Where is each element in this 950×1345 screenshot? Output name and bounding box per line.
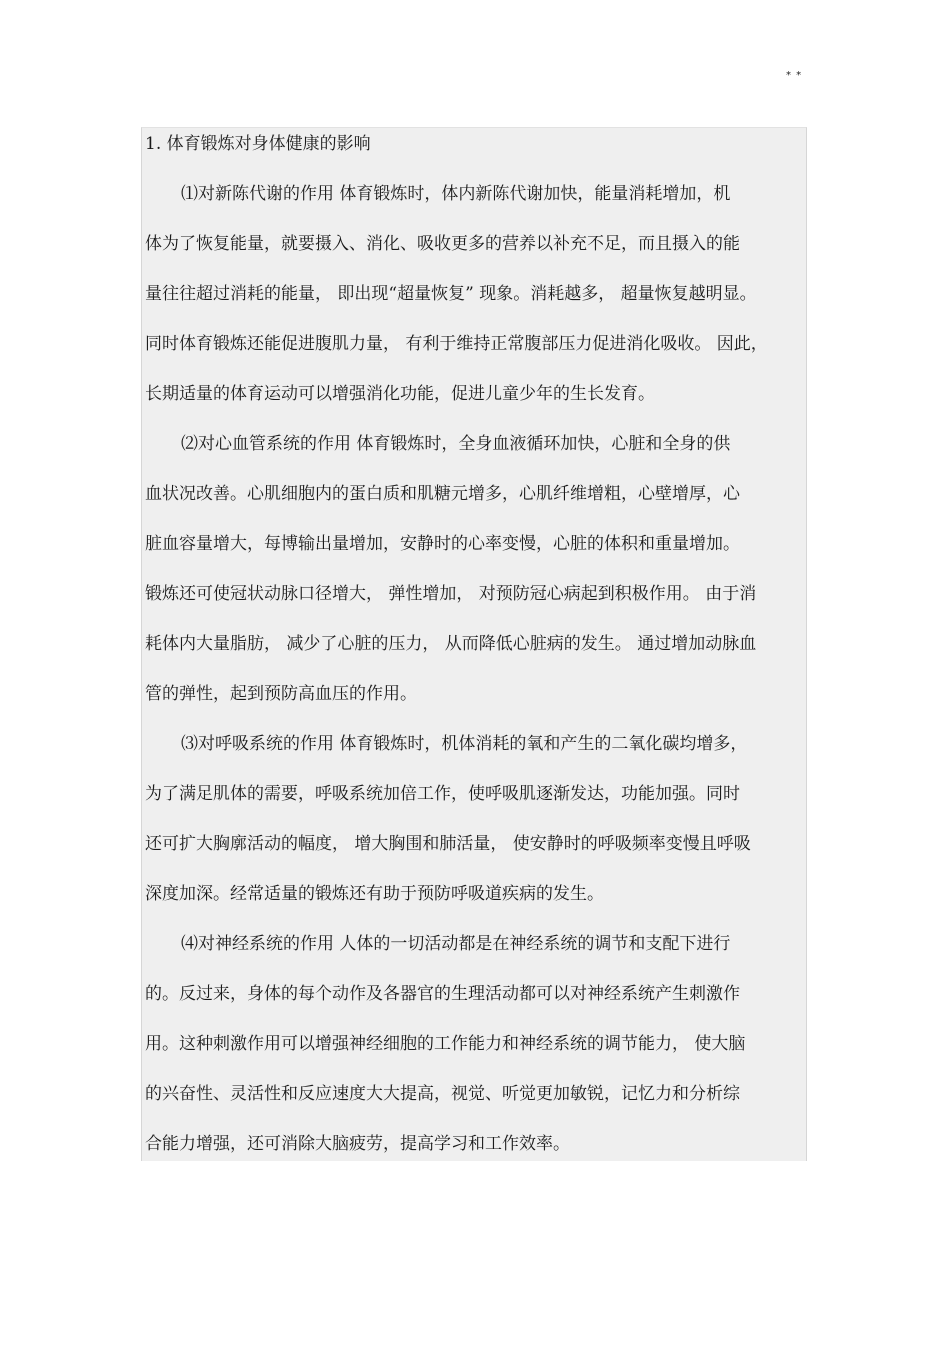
- paragraph-respiratory-line-1: ⑶对呼吸系统的作用 体育锻炼时，机体消耗的氧和产生的二氧化碳均增多，: [181, 734, 748, 754]
- paragraph-cardiovascular-line-6: 管的弹性，起到预防高血压的作用。: [145, 684, 417, 704]
- paragraph-metabolism-line-5: 长期适量的体育运动可以增强消化功能，促进儿童少年的生长发育。: [145, 384, 655, 404]
- paragraph-cardiovascular-line-1: ⑵对心血管系统的作用 体育锻炼时，全身血液循环加快，心脏和全身的供: [181, 434, 731, 454]
- paragraph-respiratory-line-4: 深度加深。经常适量的锻炼还有助于预防呼吸道疾病的发生。: [145, 884, 604, 904]
- paragraph-nervous-line-2: 的。反过来，身体的每个动作及各器官的生理活动都可以对神经系统产生刺激作: [145, 984, 740, 1004]
- paragraph-metabolism-line-4: 同时体育锻炼还能促进腹肌力量， 有利于维持正常腹部压力促进消化吸收。 因此，: [145, 334, 768, 354]
- paragraph-nervous-line-5: 合能力增强，还可消除大脑疲劳，提高学习和工作效率。: [145, 1134, 570, 1154]
- paragraph-nervous-line-1: ⑷对神经系统的作用 人体的一切活动都是在神经系统的调节和支配下进行: [181, 934, 731, 954]
- paragraph-cardiovascular-line-5: 耗体内大量脂肪， 减少了心脏的压力， 从而降低心脏病的发生。 通过增加动脉血: [145, 634, 757, 654]
- paragraph-cardiovascular-line-4: 锻炼还可使冠状动脉口径增大， 弹性增加， 对预防冠心病起到积极作用。 由于消: [145, 584, 757, 604]
- paragraph-metabolism-line-1: ⑴对新陈代谢的作用 体育锻炼时，体内新陈代谢加快，能量消耗增加，机: [181, 184, 731, 204]
- paragraph-respiratory-line-3: 还可扩大胸廓活动的幅度， 增大胸围和肺活量， 使安静时的呼吸频率变慢且呼吸: [145, 834, 751, 854]
- paragraph-metabolism-line-3: 量往往超过消耗的能量， 即出现“超量恢复” 现象。消耗越多， 超量恢复越明显。: [145, 284, 757, 304]
- paragraph-cardiovascular-line-3: 脏血容量增大，每博输出量增加，安静时的心率变慢，心脏的体积和重量增加。: [145, 534, 740, 554]
- header-mark: * *: [786, 70, 803, 81]
- paragraph-cardiovascular-line-2: 血状况改善。心肌细胞内的蛋白质和肌糖元增多，心肌纤维增粗，心壁增厚，心: [145, 484, 740, 504]
- paragraph-nervous-line-4: 的兴奋性、灵活性和反应速度大大提高，视觉、听觉更加敏锐，记忆力和分析综: [145, 1084, 740, 1104]
- paragraph-respiratory-line-2: 为了满足肌体的需要，呼吸系统加倍工作，使呼吸肌逐渐发达，功能加强。同时: [145, 784, 740, 804]
- paragraph-metabolism-line-2: 体为了恢复能量，就要摄入、消化、吸收更多的营养以补充不足，而且摄入的能: [145, 234, 740, 254]
- paragraph-nervous-line-3: 用。这种刺激作用可以增强神经细胞的工作能力和神经系统的调节能力， 使大脑: [145, 1034, 746, 1054]
- document-heading: 1. 体育锻炼对身体健康的影响: [145, 134, 371, 154]
- content-box: [141, 127, 807, 1161]
